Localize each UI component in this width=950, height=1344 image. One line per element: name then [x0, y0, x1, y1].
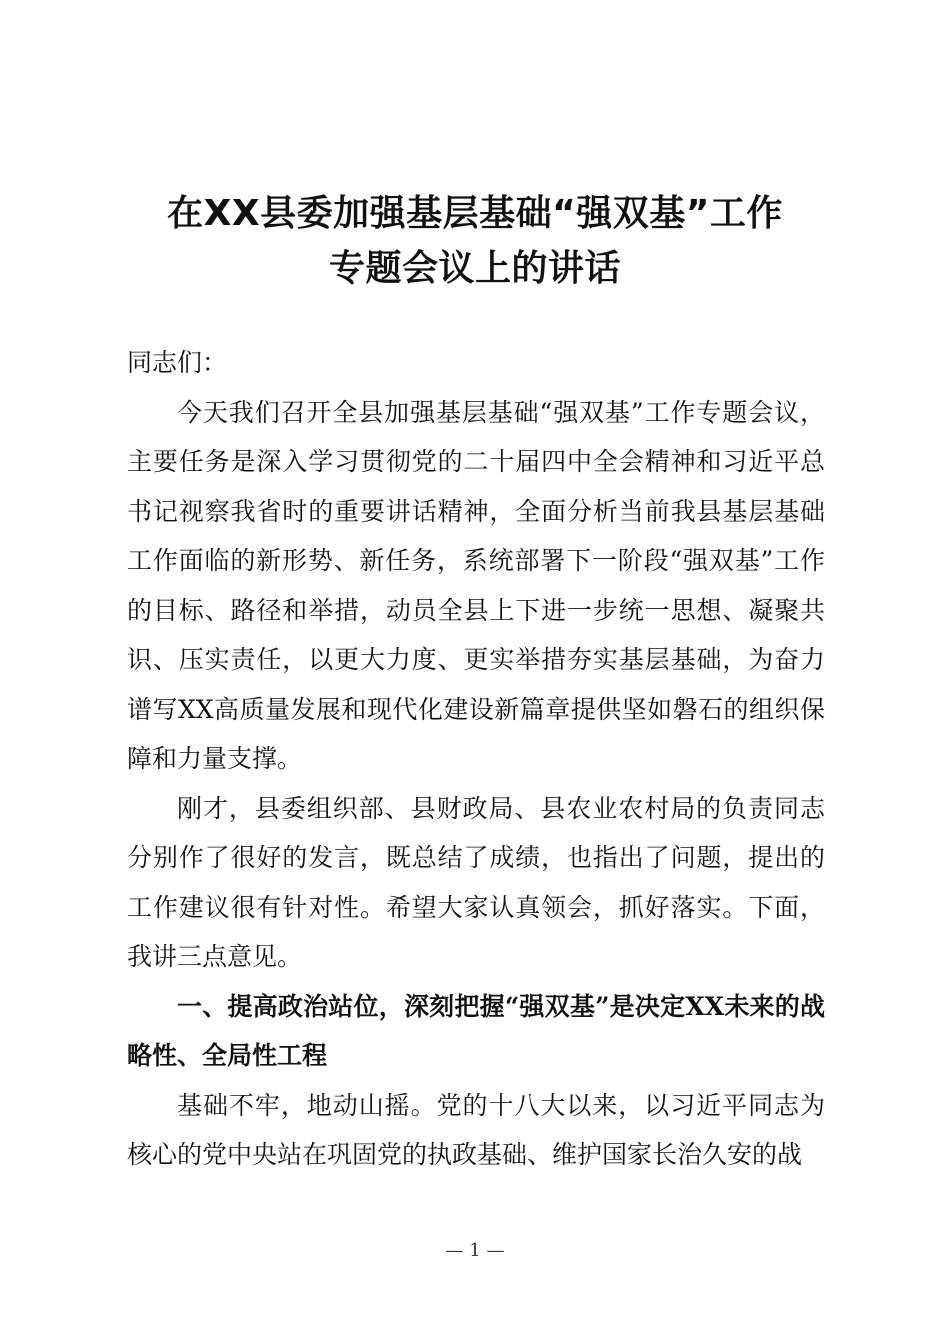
- section-heading-1: 一、提高政治站位，深刻把握“强双基”是决定XX未来的战略性、全局性工程: [127, 991, 825, 1070]
- title-line-1: 在XX县委加强基层基础“强双基”工作: [167, 193, 783, 234]
- paragraph-remarks: 刚才，县委组织部、县财政局、县农业农村局的负责同志分别作了很好的发言，既总结了成绩，也指出了问题，提出的工作建议很有针对性。希望大家认真领会，抓好落实。下面，我讲三点意见。: [127, 793, 825, 971]
- paragraph-section-1: 基础不牢，地动山摇。党的十八大以来，以习近平同志为核心的党中央站在巩固党的执政基础、维护国家长治久安的战: [127, 1090, 825, 1169]
- document-title: [100, 186, 850, 296]
- page-number: — 1 —: [445, 1240, 505, 1261]
- title-line-2: 专题会议上的讲话: [328, 248, 621, 289]
- paragraph-opening: 今天我们召开全县加强基层基础“强双基”工作专题会议，主要任务是深入学习贯彻党的二十届四中全会精神和习近平总书记视察我省时的重要讲话精神，全面分析当前我县基层基础工作面临的新形势、新任务，系统部署下一阶段“强双基”工作的目标、路径和举措，动员全县上下进一步统一思想、凝聚共识、压实责任，以更大力度、更实举措夯实基层基础，为奋力谱写XX高质量发展和现代化建设新篇章提供坚如磐石的组织保障和力量支撑。: [127, 397, 825, 773]
- document-body: [127, 338, 825, 1180]
- salutation: 同志们：: [127, 348, 228, 377]
